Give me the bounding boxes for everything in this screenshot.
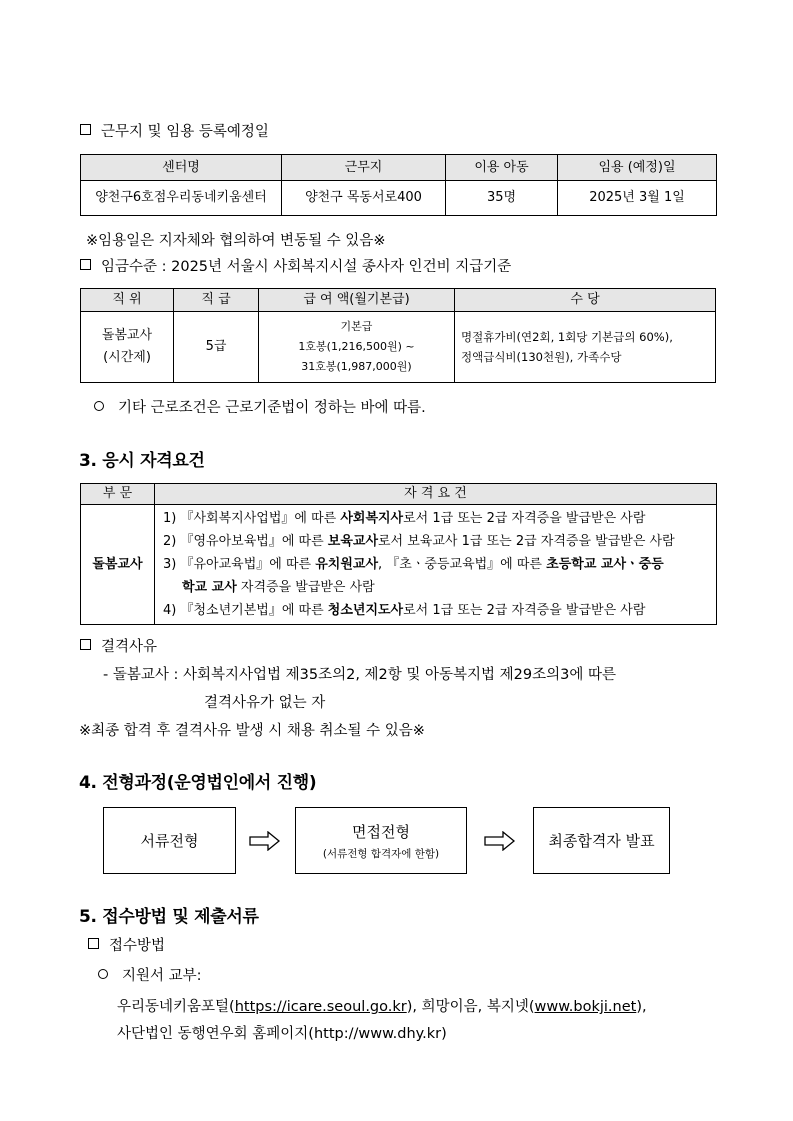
requirement-1: 1) 『사회복지사업법』에 따른 사회복지사로서 1급 또는 2급 자격증을 발급받은 사람	[163, 511, 646, 526]
requirement-2: 2) 『영유아보육법』에 따른 보육교사로서 보육교사 1급 또는 2급 자격증을 발급받은 사람	[163, 534, 675, 549]
icare-portal-link[interactable]: https://icare.seoul.go.kr	[234, 999, 407, 1015]
application-form-item: 지원서 교부:	[98, 966, 202, 986]
arrow-right-icon	[484, 831, 516, 851]
col-children: 이용 아동	[446, 155, 558, 181]
cell-dept: 돌봄교사	[81, 505, 155, 625]
checkbox-bullet-icon	[80, 259, 91, 270]
distribution-sites-line-2: 사단법인 동행연우회 홈페이지(http://www.dhy.kr)	[117, 1026, 447, 1042]
requirement-4: 4) 『청소년기본법』에 따른 청소년지도사로서 1급 또는 2급 자격증을 발급받은 사람	[163, 603, 646, 618]
checkbox-bullet-icon	[88, 938, 99, 949]
col-allowance: 수 당	[455, 289, 716, 312]
application-title: 5. 접수방법 및 제출서류	[79, 907, 259, 927]
step-document-screening: 서류전형	[103, 807, 236, 874]
cell-requirements	[155, 505, 717, 625]
cell-children: 35명	[446, 181, 558, 216]
checkbox-bullet-icon	[80, 639, 91, 650]
arrow-right-icon	[249, 831, 281, 851]
disqualification-line-1: - 돌봄교사 : 사회복지사업법 제35조의2, 제2항 및 아동복지법 제29조의3에 따른	[103, 667, 616, 683]
bokji-net-link[interactable]: www.bokji.net	[534, 999, 637, 1015]
col-start-date: 임용 (예정)일	[558, 155, 717, 181]
start-date-note: ※임용일은 지자체와 협의하여 변동될 수 있음※	[86, 233, 386, 249]
col-center-name: 센터명	[81, 155, 282, 181]
cell-pay: 기본급 1호봉(1,216,500원) ~ 31호봉(1,987,000원)	[259, 312, 455, 383]
application-method-heading: 접수방법	[88, 936, 165, 956]
disqualification-line-2: 결격사유가 없는 자	[204, 695, 326, 711]
qualification-title: 3. 응시 자격요건	[79, 451, 205, 471]
cell-allowance: 명절휴가비(연2회, 1회당 기본급의 60%), 정액급식비(130천원), 가족수당	[455, 312, 716, 383]
step-interview: 면접전형 (서류전형 합격자에 한함)	[295, 807, 467, 874]
cell-start-date: 2025년 3월 1일	[558, 181, 717, 216]
circle-bullet-icon	[98, 969, 108, 979]
circle-bullet-icon	[94, 401, 104, 411]
requirement-3: 3) 『유아교육법』에 따른 유치원교사, 『초ㆍ중등교육법』에 따른 초등학교 교사ㆍ중등	[163, 557, 664, 572]
cell-location: 양천구 목동서로400	[282, 181, 446, 216]
col-pay: 급 여 액(월기본급)	[259, 289, 455, 312]
cell-grade: 5급	[174, 312, 259, 383]
other-conditions: 기타 근로조건은 근로기준법이 정하는 바에 따름.	[94, 398, 426, 418]
workplace-table	[80, 154, 717, 216]
cell-center-name: 양천구6호점우리동네키움센터	[81, 181, 282, 216]
workplace-heading: 근무지 및 임용 등록예정일	[80, 122, 269, 142]
checkbox-bullet-icon	[80, 124, 91, 135]
cell-position: 돌봄교사 (시간제)	[81, 312, 174, 383]
process-title: 4. 전형과정(운영법인에서 진행)	[79, 773, 317, 793]
disqualification-note: ※최종 합격 후 결격사유 발생 시 채용 취소될 수 있음※	[79, 723, 425, 739]
col-requirements: 자 격 요 건	[155, 484, 717, 505]
qualification-table	[80, 483, 717, 625]
distribution-sites-line-1: 우리동네키움포털(https://icare.seoul.go.kr), 희망이음, 복지넷(www.bokji.net),	[117, 999, 647, 1015]
col-grade: 직 급	[174, 289, 259, 312]
disqualification-heading: 결격사유	[80, 637, 157, 657]
col-location: 근무지	[282, 155, 446, 181]
step-final-announcement: 최종합격자 발표	[533, 807, 670, 874]
col-position: 직 위	[81, 289, 174, 312]
wage-heading: 임금수준 : 2025년 서울시 사회복지시설 종사자 인건비 지급기준	[80, 257, 511, 277]
col-dept: 부 문	[81, 484, 155, 505]
wage-table	[80, 288, 716, 383]
requirement-3-cont: 학교 교사 자격증을 발급받은 사람	[182, 580, 375, 595]
